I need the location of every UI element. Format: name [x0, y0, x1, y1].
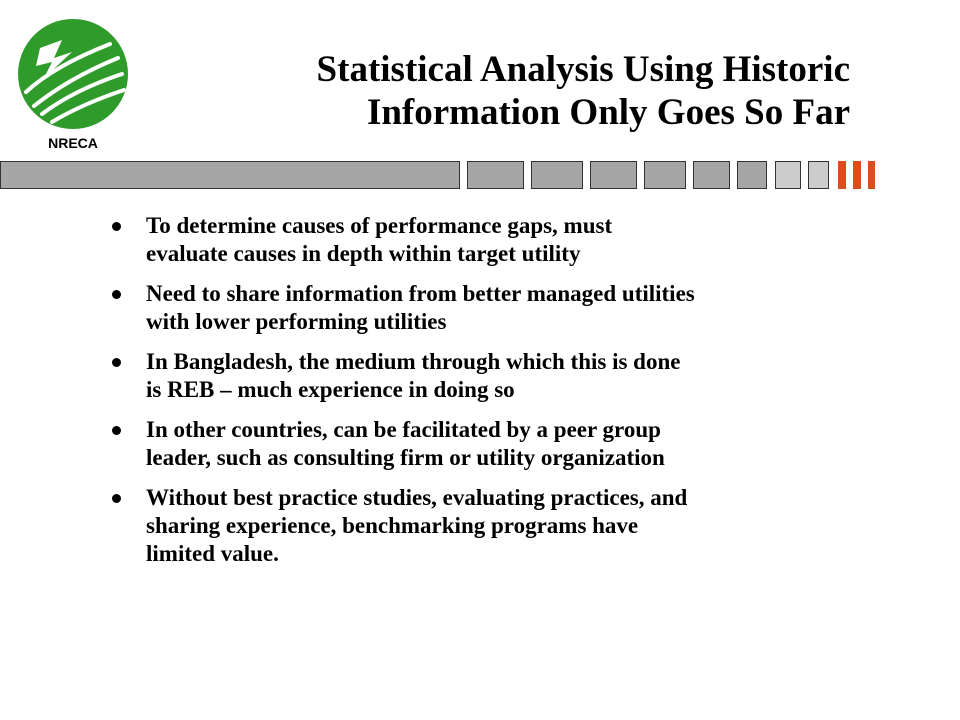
bullet-list: [112, 212, 872, 580]
title-line-2: Information Only Goes So Far: [366, 92, 850, 133]
divider-segment: [531, 161, 583, 189]
divider-segment-accent: [838, 161, 846, 189]
divider-segment: [0, 161, 460, 189]
divider-segment: [590, 161, 637, 189]
bullet-text-line: sharing experience, benchmarking programs have: [146, 513, 639, 538]
bullet-dot-icon: [112, 426, 121, 435]
logo-text: NRECA: [48, 135, 98, 151]
bullet-text-line: To determine causes of performance gaps, must: [146, 213, 613, 238]
divider-segment: [808, 161, 829, 189]
bullet-text-line: In Bangladesh, the medium through which this is done: [146, 349, 681, 374]
divider-segment: [775, 161, 801, 189]
bullet-text-line: evaluate causes in depth within target utility: [146, 241, 581, 266]
divider-segment: [467, 161, 524, 189]
bullet-item: [112, 212, 872, 268]
divider-segment: [693, 161, 730, 189]
divider-segment-accent: [868, 161, 875, 189]
bullet-text-line: Without best practice studies, evaluating practices, and: [146, 485, 688, 510]
divider-segment: [737, 161, 767, 189]
bullet-text-line: is REB – much experience in doing so: [146, 377, 515, 402]
divider-bar: [0, 158, 960, 192]
slide-title: [210, 48, 850, 134]
bullet-text-line: Need to share information from better managed utilities: [146, 281, 695, 306]
bullet-item: [112, 484, 872, 568]
bullet-item: [112, 416, 872, 472]
bullet-item: [112, 348, 872, 404]
bullet-text-line: with lower performing utilities: [146, 309, 447, 334]
title-line-1: Statistical Analysis Using Historic: [316, 49, 850, 90]
divider-segment: [644, 161, 686, 189]
bullet-text-line: limited value.: [146, 541, 279, 566]
bullet-text-line: In other countries, can be facilitated by a peer group: [146, 417, 661, 442]
bullet-dot-icon: [112, 290, 121, 299]
bullet-dot-icon: [112, 222, 121, 231]
divider-segment-accent: [853, 161, 861, 189]
nreca-logo: [14, 18, 132, 156]
bullet-dot-icon: [112, 494, 121, 503]
bullet-dot-icon: [112, 358, 121, 367]
bullet-text-line: leader, such as consulting firm or utility organization: [146, 445, 665, 470]
bullet-item: [112, 280, 872, 336]
